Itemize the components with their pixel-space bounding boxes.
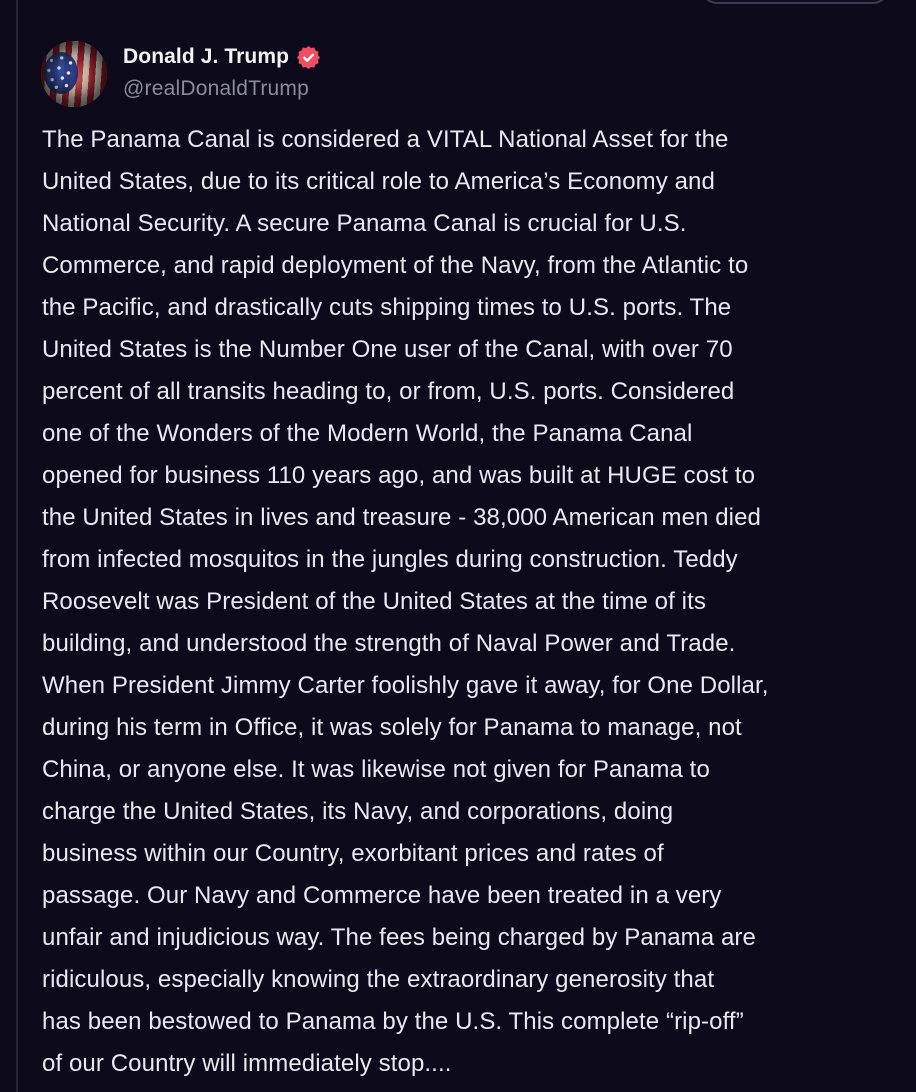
- author-display-name[interactable]: Donald J. Trump: [123, 45, 290, 68]
- avatar[interactable]: [41, 41, 107, 107]
- post-text-line: passage. Our Navy and Commerce have been treated in a very: [42, 882, 722, 909]
- post-text-line: the United States in lives and treasure - 38,000 American men died: [42, 504, 762, 531]
- post-text-line: Commerce, and rapid deployment of the Navy, from the Atlantic to: [42, 252, 749, 279]
- post-text-line: opened for business 110 years ago, and was built at HUGE cost to: [42, 462, 756, 489]
- post-text-line: unfair and injudicious way. The fees being charged by Panama are: [42, 924, 756, 951]
- post-text-line: United States, due to its critical role to America’s Economy and: [42, 168, 715, 195]
- post-text-line: from infected mosquitos in the jungles during construction. Teddy: [42, 546, 738, 573]
- post-text-line: the Pacific, and drastically cuts shipping times to U.S. ports. The: [42, 294, 732, 321]
- post-text-line: Roosevelt was President of the United States at the time of its: [42, 588, 706, 615]
- author-handle[interactable]: @realDonaldTrump: [123, 77, 309, 100]
- post-text-line: ridiculous, especially knowing the extraordinary generosity that: [42, 966, 715, 993]
- post-text-line: during his term in Office, it was solely for Panama to manage, not: [42, 714, 742, 741]
- post-text-line: United States is the Number One user of the Canal, with over 70: [42, 336, 733, 363]
- post-body-text: [42, 119, 908, 1085]
- post-text-line: percent of all transits heading to, or from, U.S. ports. Considered: [42, 378, 735, 405]
- post-text-line: building, and understood the strength of Naval Power and Trade.: [42, 630, 736, 657]
- post-text-line: business within our Country, exorbitant prices and rates of: [42, 840, 664, 867]
- top-partial-button[interactable]: [700, 0, 890, 4]
- post-text-line: When President Jimmy Carter foolishly gave it away, for One Dollar,: [42, 672, 769, 699]
- post-text-line: one of the Wonders of the Modern World, the Panama Canal: [42, 420, 693, 447]
- post-text-line: National Security. A secure Panama Canal is crucial for U.S.: [42, 210, 687, 237]
- post-text-line: China, or anyone else. It was likewise not given for Panama to: [42, 756, 710, 783]
- post-text-line: has been bestowed to Panama by the U.S. This complete “rip-off”: [42, 1008, 744, 1035]
- verified-icon: [297, 46, 320, 69]
- author-row: [123, 43, 320, 71]
- post-text-line: of our Country will immediately stop....: [42, 1050, 452, 1077]
- card-left-border: [16, 0, 18, 1092]
- post-text-line: charge the United States, its Navy, and corporations, doing: [42, 798, 674, 825]
- post-text-line: The Panama Canal is considered a VITAL National Asset for the: [42, 126, 729, 153]
- avatar-vignette: [41, 41, 107, 107]
